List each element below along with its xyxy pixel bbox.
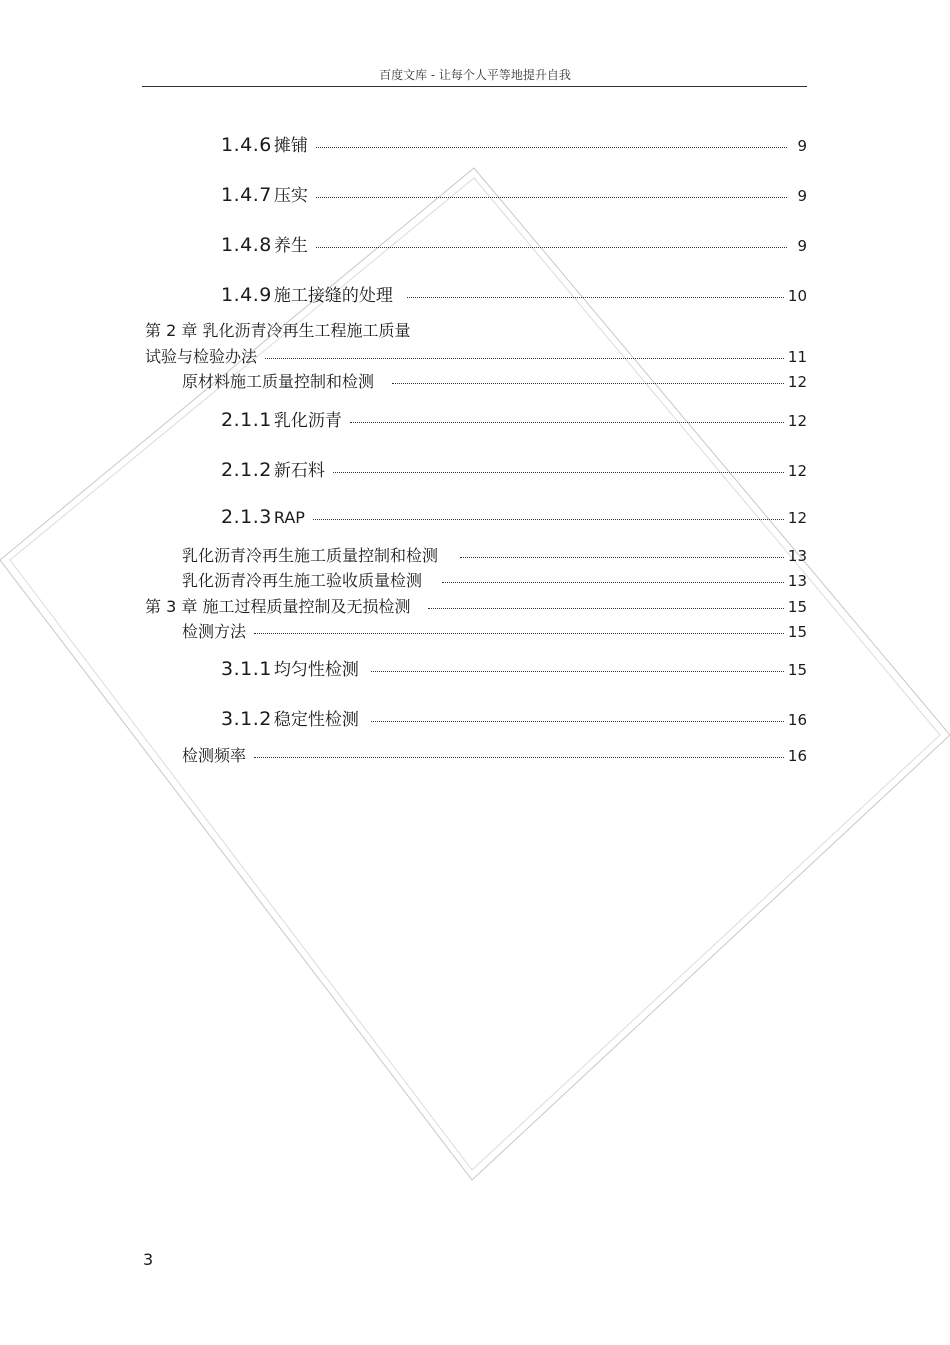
toc-title: 摊铺 [273, 136, 308, 156]
toc-page: 13 [787, 572, 807, 590]
toc-page: 16 [787, 747, 807, 765]
toc-page: 10 [787, 287, 807, 305]
toc-number: 1.4.7 [221, 184, 272, 206]
toc-page: 12 [787, 462, 807, 480]
toc-title: 均匀性检测 [273, 660, 359, 680]
toc-chapter-2-heading[interactable]: 第 2 章 乳化沥青冷再生工程施工质量 [145, 321, 411, 340]
toc-page: 15 [787, 623, 807, 641]
toc-leader [407, 297, 784, 298]
toc-title: 检测方法 [182, 622, 247, 641]
toc-entry-3-1[interactable] [182, 619, 807, 642]
toc-entry-2-2[interactable] [182, 543, 807, 566]
toc-leader [428, 608, 783, 609]
toc-leader [371, 721, 784, 722]
toc-title: RAP [273, 508, 305, 527]
toc-page: 12 [787, 509, 807, 527]
toc-leader [333, 472, 784, 473]
toc-entry-3-1-2[interactable] [221, 705, 807, 730]
page-header: 百度文库 - 让每个人平等地提升自我 [379, 68, 571, 82]
toc-entry-2-1[interactable] [182, 369, 807, 392]
toc-title: 试验与检验办法 [145, 347, 258, 366]
toc-entry-1-4-6[interactable] [221, 131, 807, 156]
toc-page: 13 [787, 547, 807, 565]
toc-number: 1.4.6 [221, 134, 272, 156]
toc-entry-2-1-2[interactable] [221, 456, 807, 481]
toc-leader [392, 383, 784, 384]
toc-entry-1-4-7[interactable] [221, 181, 807, 206]
toc-leader [316, 147, 787, 148]
toc-page: 16 [787, 711, 807, 729]
toc-leader [316, 247, 787, 248]
toc-leader [350, 422, 784, 423]
toc-title: 乳化沥青冷再生施工验收质量检测 [182, 571, 423, 590]
toc-number: 1.4.8 [221, 234, 272, 256]
toc-entry-2-1-1[interactable] [221, 406, 807, 431]
header-rule [142, 86, 807, 87]
page-number: 3 [143, 1250, 154, 1269]
toc-number: 2.1.2 [221, 459, 272, 481]
toc-page: 12 [787, 373, 807, 391]
toc-title: 稳定性检测 [273, 710, 359, 730]
toc-entry-chapter-2[interactable] [145, 344, 807, 367]
toc-title: 乳化沥青冷再生施工质量控制和检测 [182, 546, 439, 565]
toc-leader [442, 582, 784, 583]
toc-page: 15 [787, 661, 807, 679]
toc-number: 2.1.3 [221, 506, 272, 528]
toc-entry-2-3[interactable] [182, 568, 807, 591]
toc-title: 压实 [273, 186, 308, 206]
toc-title: 新石料 [273, 461, 325, 481]
toc-leader [316, 197, 787, 198]
toc-leader [313, 519, 784, 520]
toc-page: 9 [797, 237, 807, 255]
toc-leader [254, 633, 784, 634]
toc-title: 乳化沥青 [273, 411, 342, 431]
toc-title: 第 3 章 施工过程质量控制及无损检测 [145, 597, 411, 616]
toc-leader [254, 757, 784, 758]
toc-number: 3.1.1 [221, 658, 272, 680]
toc-number: 2.1.1 [221, 409, 272, 431]
toc-entry-2-1-3[interactable] [221, 506, 807, 528]
toc-page: 11 [787, 348, 807, 366]
toc-number: 1.4.9 [221, 284, 272, 306]
toc-page: 15 [787, 598, 807, 616]
toc-leader [265, 358, 784, 359]
toc-entry-3-2[interactable] [182, 743, 807, 766]
toc-page: 9 [797, 137, 807, 155]
toc-entry-1-4-8[interactable] [221, 231, 807, 256]
toc-leader [460, 557, 784, 558]
toc-entry-3-1-1[interactable] [221, 655, 807, 680]
toc-number: 3.1.2 [221, 708, 272, 730]
toc-entry-1-4-9[interactable] [221, 281, 807, 306]
toc-entry-chapter-3[interactable] [145, 594, 807, 617]
toc-leader [371, 671, 784, 672]
toc-title: 养生 [273, 236, 308, 256]
toc-page: 12 [787, 412, 807, 430]
toc-title: 施工接缝的处理 [273, 286, 393, 306]
toc-title: 检测频率 [182, 746, 247, 765]
toc-page: 9 [797, 187, 807, 205]
toc-title: 原材料施工质量控制和检测 [182, 372, 375, 391]
